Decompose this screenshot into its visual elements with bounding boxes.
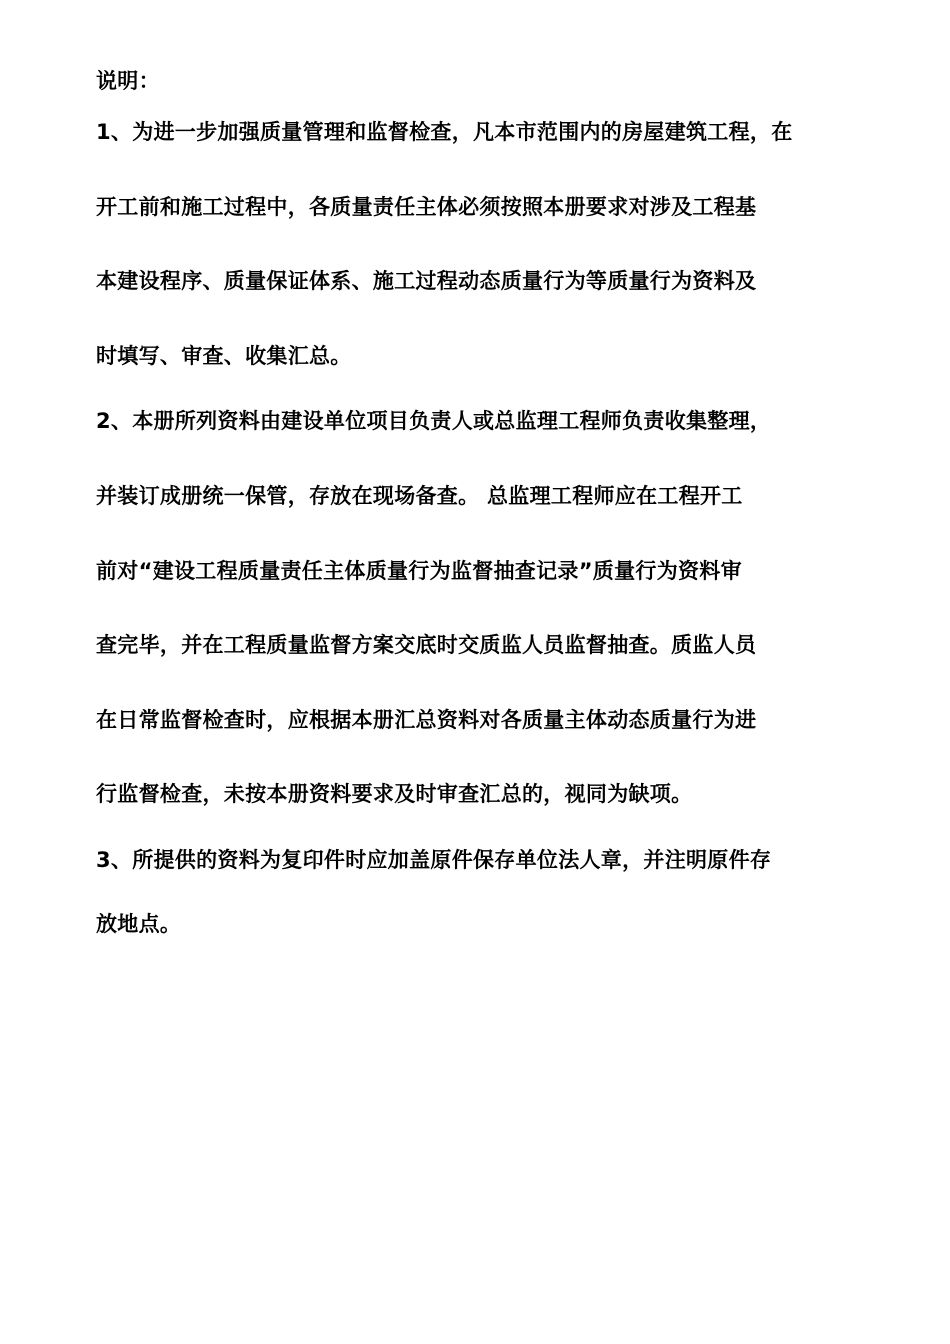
paragraph-line: 放地点。 [96, 912, 182, 936]
paragraph-line: 3、所提供的资料为复印件时应加盖原件保存单位法人章，并注明原件存 [96, 848, 772, 872]
paragraph-line: 查完毕，并在工程质量监督方案交底时交质监人员监督抽查。质监人员 [96, 633, 757, 657]
paragraph-line: 时填写、审查、收集汇总。 [96, 344, 352, 368]
paragraph-line: 前对“建设工程质量责任主体质量行为监督抽查记录”质量行为资料审 [96, 559, 742, 583]
paragraph-line: 在日常监督检查时，应根据本册汇总资料对各质量主体动态质量行为进 [96, 708, 757, 732]
paragraph-line: 开工前和施工过程中，各质量责任主体必须按照本册要求对涉及工程基 [96, 195, 757, 219]
paragraph-line: 2、本册所列资料由建设单位项目负责人或总监理工程师负责收集整理， [96, 409, 772, 433]
paragraph-line: 并装订成册统一保管，存放在现场备查。 总监理工程师应在工程开工 [96, 484, 743, 508]
paragraph-line: 行监督检查，未按本册资料要求及时审查汇总的，视同为缺项。 [96, 782, 693, 806]
paragraph-line: 本建设程序、质量保证体系、施工过程动态质量行为等质量行为资料及 [96, 269, 757, 293]
paragraph-line: 1、为进一步加强质量管理和监督检查，凡本市范围内的房屋建筑工程，在 [96, 120, 793, 144]
document-heading: 说明： [96, 69, 160, 93]
